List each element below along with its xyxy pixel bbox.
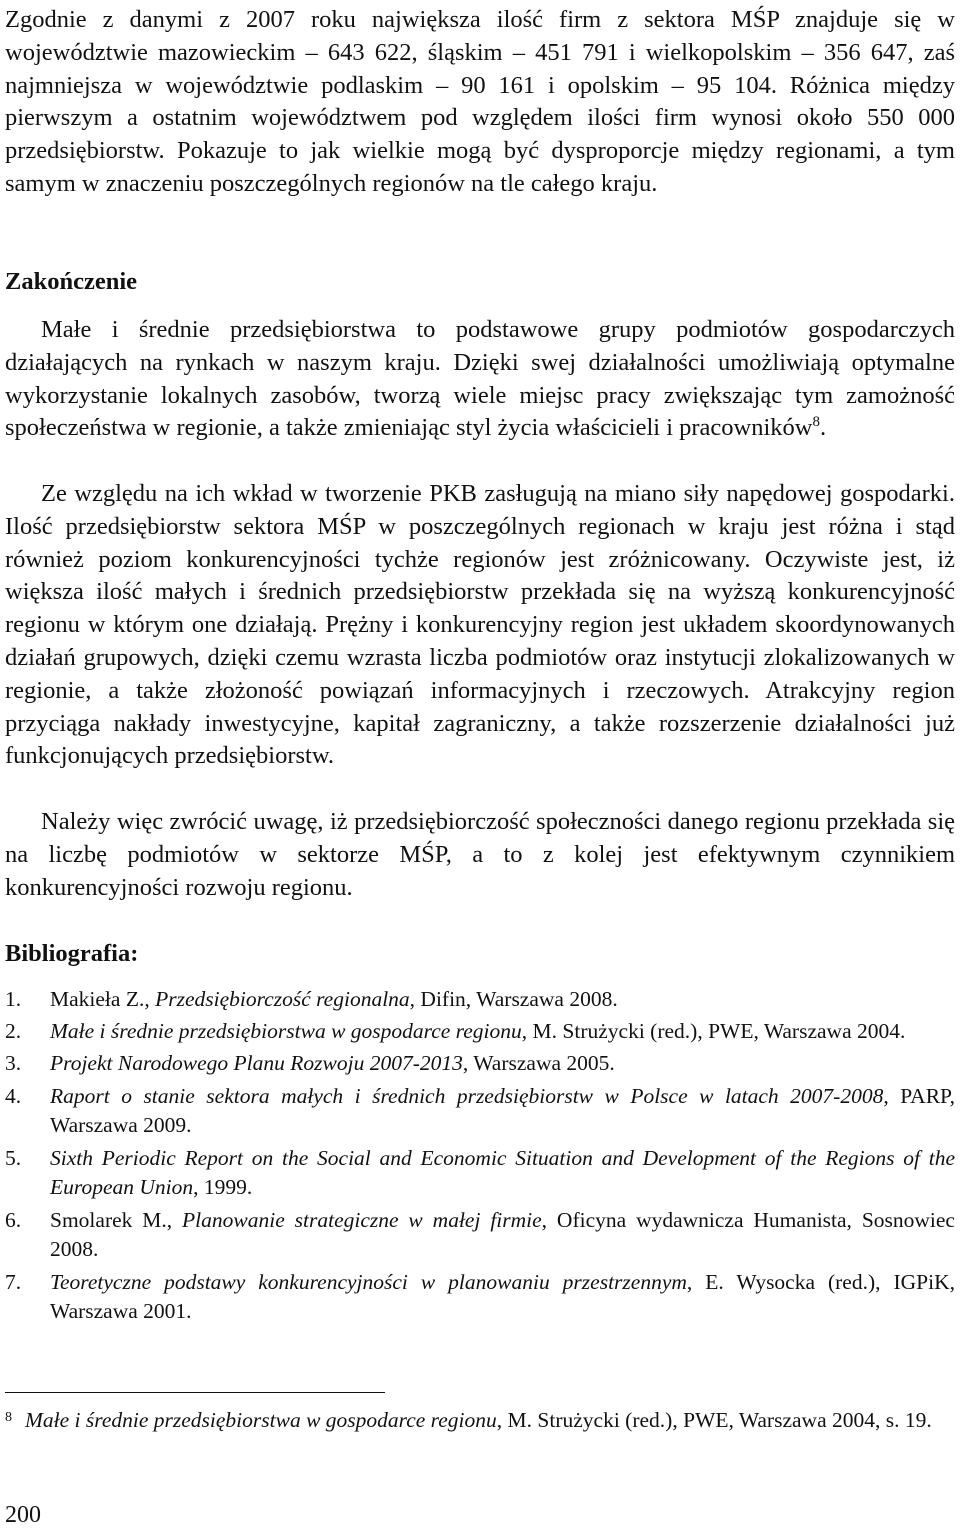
bibliography-details: , E. Wysocka (red.), IGPiK, Warszawa 2001. — [50, 1269, 955, 1324]
bibliography-details: , M. Strużycki (red.), PWE, Warszawa 2004. — [521, 1019, 906, 1044]
bibliography-heading: Bibliografia: — [5, 940, 139, 967]
bibliography-title: Planowanie strategiczne w małej firmie — [182, 1207, 542, 1232]
bibliography-item-number: 2. — [5, 1019, 22, 1044]
bibliography-item — [5, 1144, 955, 1204]
bibliography-author: Smolarek M., — [50, 1207, 183, 1232]
conclusion-paragraph-2: Ze względu na ich wkład w tworzenie PKB zasługują na miano siły napędowej gospodarki. Ilość przedsiębiorstw sektora MŚP w poszczególnych regionach w kraju jest różna i stąd również poziom konkurencyjności tychże regionów jest zróżnicowany. Oczywiste jest, iż większa ilość małych i średnich przedsiębiorstw przekłada się na wyższą konkurencyjność regionu w którym one działają. Prężny i konkurencyjny region jest układem skoordynowanych działań grupowych, dzięki czemu wzrasta liczba podmiotów oraz instytucji zlokalizowanych w regionie, a także złożoność powiązań informacyjnych i rzeczowych. Atrakcyjny region przyciąga nakłady inwestycyjne, kapitał zagraniczny, a także rozszerzenie działalności już funkcjonujących przedsiębiorstw. — [5, 480, 955, 770]
conclusion-paragraph-1-text: Małe i średnie przedsiębiorstwa to podstawowe grupy podmiotów gospodarczych działających na rynkach w naszym kraju. Dzięki swej działalności umożliwiają optymalne wykorzystanie lokalnych zasobów, tworzą wiele miejsc pracy zwiększając tym zamożność społeczeństwa w regionie, a także zmieniając styl życia właścicieli i pracowników — [5, 316, 955, 442]
conclusion-heading: Zakończenie — [5, 268, 138, 295]
bibliography-title: Projekt Narodowego Planu Rozwoju 2007-2013 — [50, 1051, 463, 1076]
bibliography-item — [5, 1268, 955, 1328]
bibliography-item — [5, 1082, 955, 1142]
bibliography-item — [5, 1049, 955, 1079]
bibliography-list — [5, 985, 955, 1330]
bibliography-details: , Warszawa 2005. — [462, 1051, 615, 1076]
bibliography-details: , 1999. — [193, 1175, 253, 1200]
bibliography-item — [5, 1206, 955, 1266]
bibliography-item-number: 7. — [5, 1269, 22, 1294]
bibliography-details: , Oficyna wydawnicza Humanista, Sosnowiec 2008. — [50, 1207, 955, 1262]
footnote-separator — [5, 1392, 385, 1393]
bibliography-item-number: 4. — [5, 1083, 22, 1108]
bibliography-item-number: 1. — [5, 987, 22, 1011]
footnote-details: , M. Strużycki (red.), PWE, Warszawa 2004, s. 19. — [496, 1408, 932, 1432]
page-number: 200 — [5, 1502, 41, 1528]
bibliography-title: Sixth Periodic Report on the Social and Economic Situation and Development of the Regions of the European Union — [50, 1145, 955, 1200]
bibliography-details: , Difin, Warszawa 2008. — [409, 987, 618, 1011]
bibliography-item-number: 3. — [5, 1051, 22, 1076]
footnote-reference[interactable]: 8 — [812, 414, 820, 431]
conclusion-paragraph-1 — [5, 314, 955, 445]
bibliography-title: Teoretyczne podstawy konkurencyjności w planowaniu przestrzennym — [50, 1269, 687, 1294]
footnote — [5, 1406, 955, 1435]
intro-paragraph: Zgodnie z danymi z 2007 roku największa ilość firm z sektora MŚP znajduje się w województwie mazowieckim – 643 622, śląskim – 451 791 i wielkopolskim – 356 647, zaś najmniejsza w województwie podlaskim – 90 161 i opolskim – 95 104. Różnica między pierwszym a ostatnim województwem pod względem ilości firm wynosi około 550 000 przedsiębiorstw. Pokazuje to jak wielkie mogą być dysproporcje między regionami, a tym samym w znaczeniu poszczególnych regionów na tle całego kraju. — [5, 6, 955, 197]
bibliography-item — [5, 1017, 955, 1047]
bibliography-author: Makieła Z., — [50, 987, 156, 1011]
bibliography-item-number: 5. — [5, 1145, 22, 1170]
bibliography-details: , PARP, Warszawa 2009. — [50, 1083, 955, 1138]
footnote-mark: 8 — [5, 1410, 12, 1425]
conclusion-paragraph-1-end: . — [819, 414, 827, 442]
bibliography-title: Raport o stanie sektora małych i średnich przedsiębiorstw w Polsce w latach 2007-2008 — [50, 1083, 884, 1108]
bibliography-title: Przedsiębiorczość regionalna — [155, 987, 410, 1011]
conclusion-paragraph-3: Należy więc zwrócić uwagę, iż przedsiębiorczość społeczności danego regionu przekłada się na liczbę podmiotów w sektorze MŚP, a to z kolej jest efektywnym czynnikiem konkurencyjności rozwoju regionu. — [5, 808, 955, 901]
bibliography-title: Małe i średnie przedsiębiorstwa w gospodarce regionu — [50, 1019, 522, 1044]
bibliography-item-number: 6. — [5, 1207, 22, 1232]
bibliography-item — [5, 985, 955, 1015]
footnote-title: Małe i średnie przedsiębiorstwa w gospodarce regionu — [25, 1408, 497, 1432]
